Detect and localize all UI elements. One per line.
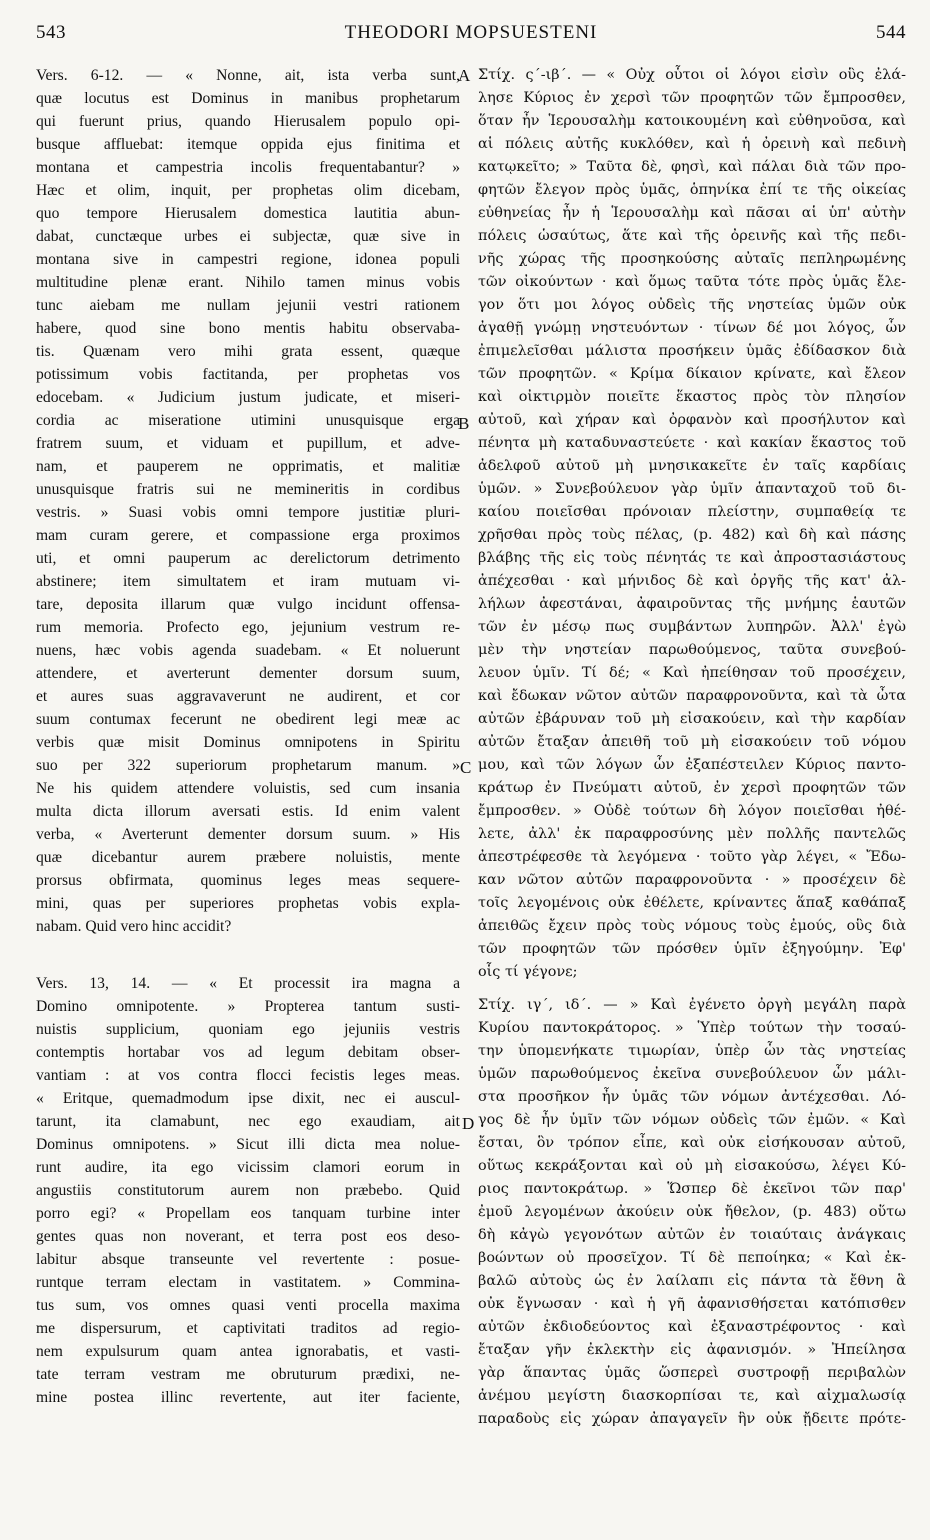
text-line: ἀπέχεσθαι · καὶ μήνιδος δὲ καὶ ὀργῆς τῆς κατ' ἀλ-	[478, 573, 906, 589]
text-line: ἀδελφοῦ αὐτοῦ μὴ μνησικακεῖτε ἐν ταῖς καρδίαις	[478, 458, 906, 474]
text-line: runt audire, ita ego vicissim clamori eorum in	[36, 1159, 460, 1176]
text-line: tate terram vestram me obruturum prædixi, ne-	[36, 1366, 460, 1383]
text-line: Κυρίου παντοκράτορος. » Ὑπὲρ τούτων τὴν τοσαύ-	[478, 1020, 906, 1036]
text-line: nabam. Quid vero hinc accidit?	[36, 918, 232, 935]
paragraph-gap	[478, 984, 906, 994]
text-line: λευον ὑμῖν. Τί δέ; « Καὶ ἠπείθησαν τοῦ προσέχειν,	[478, 665, 906, 681]
text-line: ἐμοῦ λεγομένων ἀκούειν οὐκ ἤθελον, (p. 483) οὕτω	[478, 1204, 906, 1220]
text-line: ὑμῶν. » Συνεβούλευον γὰρ ὑμῖν ἁπανταχοῦ τοῦ δι-	[478, 481, 906, 497]
text-line: καὶ ἔδωκαν νῶτον αὐτῶν παραφρονοῦντα, καὶ τὰ ὦτα	[478, 688, 906, 704]
text-line: gentes quas non noverant, et terra post eos deso-	[36, 1228, 460, 1245]
text-line: busque affluebat: itemque oppida ejus finitima et	[36, 136, 460, 153]
text-line: tis. Quænam vero mihi grata essent, quæque	[36, 343, 460, 360]
text-line: λετε, ἀλλ' ἐκ παραφροσύνης μὲν πολλῆς παντελῶς	[478, 826, 906, 842]
text-line: qui fuerunt prius, quando Hierusalem populo opi-	[36, 113, 460, 130]
margin-marker-b: B	[458, 414, 470, 433]
text-line: τῶν προφητῶν. « Κρίμα δίκαιον κρίνατε, καὶ ἔλεον	[478, 366, 906, 382]
text-line: contemptis hortabar vos ad legum debitam obser-	[36, 1044, 460, 1061]
text-line: quo tempore Hierusalem domestica lautitia abun-	[36, 205, 460, 222]
text-line: nem expulsurum quam antea ignorabatis, et vasti-	[36, 1343, 460, 1360]
text-line: Ne his quidem attendere voluistis, sed cum insania	[36, 780, 460, 797]
paragraph-gap	[36, 938, 460, 972]
text-line: ἀγαθῇ γνώμῃ νηστευόντων · τίνων δέ μοι λόγος, ὧν	[478, 320, 906, 336]
text-line: βοώντων οὐ προσεῖχον. Τί δὲ πεποίηκα; « Καὶ ἐκ-	[478, 1250, 906, 1266]
text-line: verba, « Averterunt dementer dorsum suum. » His	[36, 826, 460, 843]
text-line: εὐθηνείας ἦν ἡ Ἱερουσαλὴμ καὶ πᾶσαι αἱ ὑπ' αὐτὴν	[478, 205, 906, 221]
text-line: βαλῶ αὐτοὺς ὡς ἐν λαίλαπι εἰς πάντα τὰ ἔθνη ἃ	[478, 1273, 906, 1289]
text-line: verbis quæ misit Dominus omnipotens in Spiritu	[36, 734, 460, 751]
text-line: mam curam gerere, et compassione erga proximos	[36, 527, 460, 544]
margin-marker-a: A	[458, 66, 471, 85]
text-line: κράτωρ ἐν Πνεύματι αὐτοῦ, ἐν χερσὶ προφητῶν τῶν	[478, 780, 906, 796]
text-line: αὐτῶν ἐβάρυναν τοῦ μὴ εἰσακούειν, καὶ τὴν καρδίαν	[478, 711, 906, 727]
text-line: Hæc et olim, inquit, per prophetas olim dicebam,	[36, 182, 460, 199]
text-line: δὴ κἀγὼ γεγονότων αὐτῶν ἐν τοιαύταις ἀνάγκαις	[478, 1227, 906, 1243]
text-line: ὅταν ἦν Ἱερουσαλὴμ κατοικουμένη καὶ εὐθηνοῦσα, καὶ	[478, 113, 906, 129]
text-line: τῶν προφητῶν τῶν πρόσθεν ὑμῖν ἐξηγούμην. Ἐφ'	[478, 941, 906, 957]
text-line: mine postea illinc revertente, aut iter faciente,	[36, 1389, 460, 1406]
text-line: βλάβης τῆς εἰς τοὺς πένητάς τε καὶ ἀπροστασιάστους	[478, 550, 906, 566]
text-line: ριος παντοκράτωρ. » Ὥσπερ δὲ ἐκεῖνοι τῶν παρ'	[478, 1181, 906, 1197]
text-line: στα προσῆκον ἦν ὑμᾶς τῶν νόμων ἀντέχεσθαι. Λό-	[478, 1089, 906, 1105]
page-number-left: 543	[36, 22, 66, 43]
running-header	[36, 22, 906, 52]
text-line: labitur absque transeunte vel revertente : posue-	[36, 1251, 460, 1268]
text-line: nuistis supplicium, quoniam ego jejuniis vestris	[36, 1021, 460, 1038]
text-line: τοῖς λεγομένοις οὐκ ἐθέλετε, κρίναντες ἅπαξ καθάπαξ	[478, 895, 906, 911]
text-line: πόλεις ὡσαύτως, ἅτε καὶ τῆς ὀρεινῆς καὶ τῆς πεδι-	[478, 228, 906, 244]
latin-column	[36, 64, 460, 1409]
latin-paragraph-verses-13-14	[36, 972, 460, 1409]
text-line: quæ dicebantur aurem præbere noluistis, mente	[36, 849, 460, 866]
text-line: multitudine plenæ erant. Nihilo tamen minus vobis	[36, 274, 460, 291]
text-line: ἔσται, ὃν τρόπον εἶπε, καὶ οὐκ εἰσήκουσαν αὐτοῦ,	[478, 1135, 906, 1151]
text-line: attendere, et averterunt dementer dorsum suum,	[36, 665, 460, 682]
text-line: χρῆσθαι πρὸς τοὺς πέλας, (p. 482) καὶ δὴ καὶ πάσης	[478, 527, 906, 543]
text-line: vantiam : at vos contra flocci fecistis leges meas.	[36, 1067, 460, 1084]
text-line: αὐτῶν ἔταξαν ἀπειθῆ τοῦ μὴ εἰσακούειν τοῦ νόμου	[478, 734, 906, 750]
text-line: fratrem suum, et viduam et pupillum, et adve-	[36, 435, 460, 452]
text-line: λήλων ἀφεστάναι, ἀφαιροῦντας τῆς μνήμης ἑαυτῶν	[478, 596, 906, 612]
text-line: tarunt, ita clamabunt, nec ego exaudiam, ait	[36, 1113, 460, 1130]
margin-marker-c: C	[460, 758, 472, 777]
text-line: cordia ac miseratione utimini unusquisque erga	[36, 412, 460, 429]
running-title: THEODORI MOPSUESTENI	[344, 22, 598, 43]
text-line: potissimum vobis factitanda, per prophetas vos	[36, 366, 460, 383]
text-line: ἀπεστρέφεσθε τὰ λεγόμενα · τοῦτο γὰρ λέγει, « Ἔδω-	[478, 849, 906, 865]
text-line: unusquisque fratris sui ne memineritis in cordibus	[36, 481, 460, 498]
text-line: vestris. » Suasi vobis omni tempore justitiæ pluri-	[36, 504, 460, 521]
text-line: καν νῶτον αὐτῶν παραφρονοῦντα · » προσέχειν δὲ	[478, 872, 906, 888]
text-line: habere, quod sine bono mentis habitu observaba-	[36, 320, 460, 337]
text-line: nam, et pauperem ne opprimatis, et malitiæ	[36, 458, 460, 475]
text-line: νῆς χώρας τῆς προσηκούσης αὐταῖς πεπληρωμένης	[478, 251, 906, 267]
text-line: « Eritque, quemadmodum ipse dixit, nec ei auscul-	[36, 1090, 460, 1107]
text-line: ἐπιμελεῖσθαι μάλιστα προσήκειν ὑμᾶς ἐδίδασκον διὰ	[478, 343, 906, 359]
text-line: φητῶν ἔλεγον πρὸς ὑμᾶς, ὁπηνίκα ἐπί τε τῆς οἰκείας	[478, 182, 906, 198]
text-line: αὐτῶν ἐκδιοδεύοντος καὶ ἐξαναστρέφοντος · καὶ	[478, 1319, 906, 1335]
text-line: Domino omnipotente. » Propterea tantum susti-	[36, 998, 460, 1015]
text-line: nuens, hæc vobis agenda suadebam. « Et noluerunt	[36, 642, 460, 659]
text-line: et aures suas aggravaverunt ne audirent, et cor	[36, 688, 460, 705]
text-line: Vers. 13, 14. — « Et processit ira magna a	[36, 975, 460, 992]
text-line: κατῳκεῖτο; » Ταῦτα δὲ, φησὶ, καὶ πάλαι διὰ τῶν προ-	[478, 159, 906, 175]
greek-paragraph-verses-6-12	[478, 64, 906, 984]
text-line: dabat, cunctæque urbes ei subjectæ, quæ sive in	[36, 228, 460, 245]
text-line: μου, καὶ τῶν λόγων ὧν ἐξαπέστειλεν Κύριος παντο-	[478, 757, 906, 773]
text-line: τῶν ἐν μέσῳ πως συμβάντων λυπηρῶν. Ἀλλ' ἐγὼ	[478, 619, 906, 635]
text-line: tunc aiebam me nullam jejunii vestri rationem	[36, 297, 460, 314]
text-line: edocebam. « Judicium justum judicate, et miseri-	[36, 389, 460, 406]
text-line: multa dicta illorum aversati estis. Id enim valent	[36, 803, 460, 820]
text-line: ἔταξαν γῆν ἐκλεκτὴν εἰς ἀφανισμόν. » Ἠπείλησα	[478, 1342, 906, 1358]
text-line: prorsus obfirmata, quominus leges meas sequere-	[36, 872, 460, 889]
text-line: angustiis constitutorum aurem non præbebo. Quid	[36, 1182, 460, 1199]
text-line: ὑμῶν παρωθούμενος ἐκεῖνα συνεβούλευον ὧν μάλι-	[478, 1066, 906, 1082]
text-line: tare, deposita illarum quæ vulgo incidunt offensa-	[36, 596, 460, 613]
text-line: mini, quas per superiores prophetas vobis expla-	[36, 895, 460, 912]
text-line: quæ locutus est Dominus in manibus prophetarum	[36, 90, 460, 107]
text-line: γος δὲ ἦν ὑμῖν τῶν νόμων οὐδεὶς τῶν ἐμῶν. « Καὶ	[478, 1112, 906, 1128]
text-line: suo per 322 superiorum prophetarum manum. »	[36, 757, 460, 774]
text-line: runtque terram electam in vastitatem. » Commina-	[36, 1274, 460, 1291]
text-line: οἷς τί γέγονε;	[478, 964, 578, 980]
text-line: μὲν τὴν νηστείαν παρωθούμενος, ταῦτα συνεβού-	[478, 642, 906, 658]
text-line: οὕτως κεκράξονται καὶ οὐ μὴ εἰσακούσω, λέγει Κύ-	[478, 1158, 906, 1174]
page-number-right: 544	[876, 22, 906, 43]
text-line: suum contumax fecerunt ne obedirent legi meæ ac	[36, 711, 460, 728]
text-line: tus sum, vos omnes quasi venti procella maxima	[36, 1297, 460, 1314]
text-line: λησε Κύριος ἐν χερσὶ τῶν προφητῶν τῶν ἔμπροσθεν,	[478, 90, 906, 106]
text-line: τῶν οἰκούντων · καὶ ὅμως ταῦτα τότε πρὸς ὑμᾶς ἔλε-	[478, 274, 906, 290]
margin-marker-d: D	[462, 1114, 475, 1133]
greek-column	[478, 64, 906, 1431]
text-line: rum memoria. Profecto ego, jejunium vestrum re-	[36, 619, 460, 636]
text-line: παραδοὺς εἰς χώραν ἀπαγαγεῖν ἣν οὐκ ᾔδειτε πρότε-	[478, 1411, 906, 1427]
text-line: καὶ οἰκτιρμὸν ποιεῖτε ἕκαστος πρὸς τὸν πλησίον	[478, 389, 906, 405]
text-line: uti, et omni pauperum ac derelictorum detrimento	[36, 550, 460, 567]
text-line: αὐτοῦ, καὶ χήραν καὶ ὀρφανὸν καὶ προσήλυτον καὶ	[478, 412, 906, 428]
text-line: γὰρ ἅπαντας ὑμᾶς ὥσπερεὶ συστροφῇ περιβαλὼν	[478, 1365, 906, 1381]
text-line: οὐκ ἔγνωσαν · καὶ ἡ γῆ ἀφανισθήσεται κατόπισθεν	[478, 1296, 906, 1312]
text-line: ἔμπροσθεν. » Οὐδὲ τούτων δὴ λόγον ποιεῖσθαι ἠθέ-	[478, 803, 906, 819]
text-line: Vers. 6-12. — « Nonne, ait, ista verba sunt,	[36, 67, 460, 84]
text-line: Στίχ. ιγ΄, ιδ΄. — » Καὶ ἐγένετο ὀργὴ μεγάλη παρὰ	[478, 997, 906, 1013]
text-line: montana et campestria incolis frequentabantur? »	[36, 159, 460, 176]
text-line: καίου ποιεῖσθαι πρόνοιαν πλείστην, συμπαθείᾳ τε	[478, 504, 906, 520]
text-line: Dominus omnipotens. » Sicut illi dicta mea nolue-	[36, 1136, 460, 1153]
text-line: porro egi? « Propellam eos tanquam turbine inter	[36, 1205, 460, 1222]
text-line: ἀνέμου μεγίστη διασκορπίσαι τε, καὶ αἰχμαλωσίᾳ	[478, 1388, 906, 1404]
text-line: ἀπειθῶς ἔχειν πρὸς τοὺς νόμους τοὺς ἐμούς, οὓς διὰ	[478, 918, 906, 934]
text-line: Στίχ. ς΄-ιβ΄. — « Οὐχ οὗτοι οἱ λόγοι εἰσὶν οὓς ἐλά-	[478, 67, 906, 83]
text-line: montana sive in campestri regione, idonea populi	[36, 251, 460, 268]
text-line: abstinere; item simultatem et iram mutuam vi-	[36, 573, 460, 590]
text-line: γον ὅτι μοι λόγος οὐδεὶς τῆς νηστείας ὑμῶν οὐκ	[478, 297, 906, 313]
text-line: αἱ πόλεις αὐτῆς κυκλόθεν, καὶ ἡ ὀρεινὴ καὶ πεδινὴ	[478, 136, 906, 152]
text-line: την ὑπομενήκατε τιμωρίαν, ὑπὲρ ὧν τὰς νηστείας	[478, 1043, 906, 1059]
greek-paragraph-verses-13-14	[478, 994, 906, 1431]
text-line: πένητα μὴ καταδυναστεύετε · καὶ κακίαν ἕκαστος τοῦ	[478, 435, 906, 451]
text-line: me dispersurum, et captivitati traditos ad regio-	[36, 1320, 460, 1337]
latin-paragraph-verses-6-12	[36, 64, 460, 938]
